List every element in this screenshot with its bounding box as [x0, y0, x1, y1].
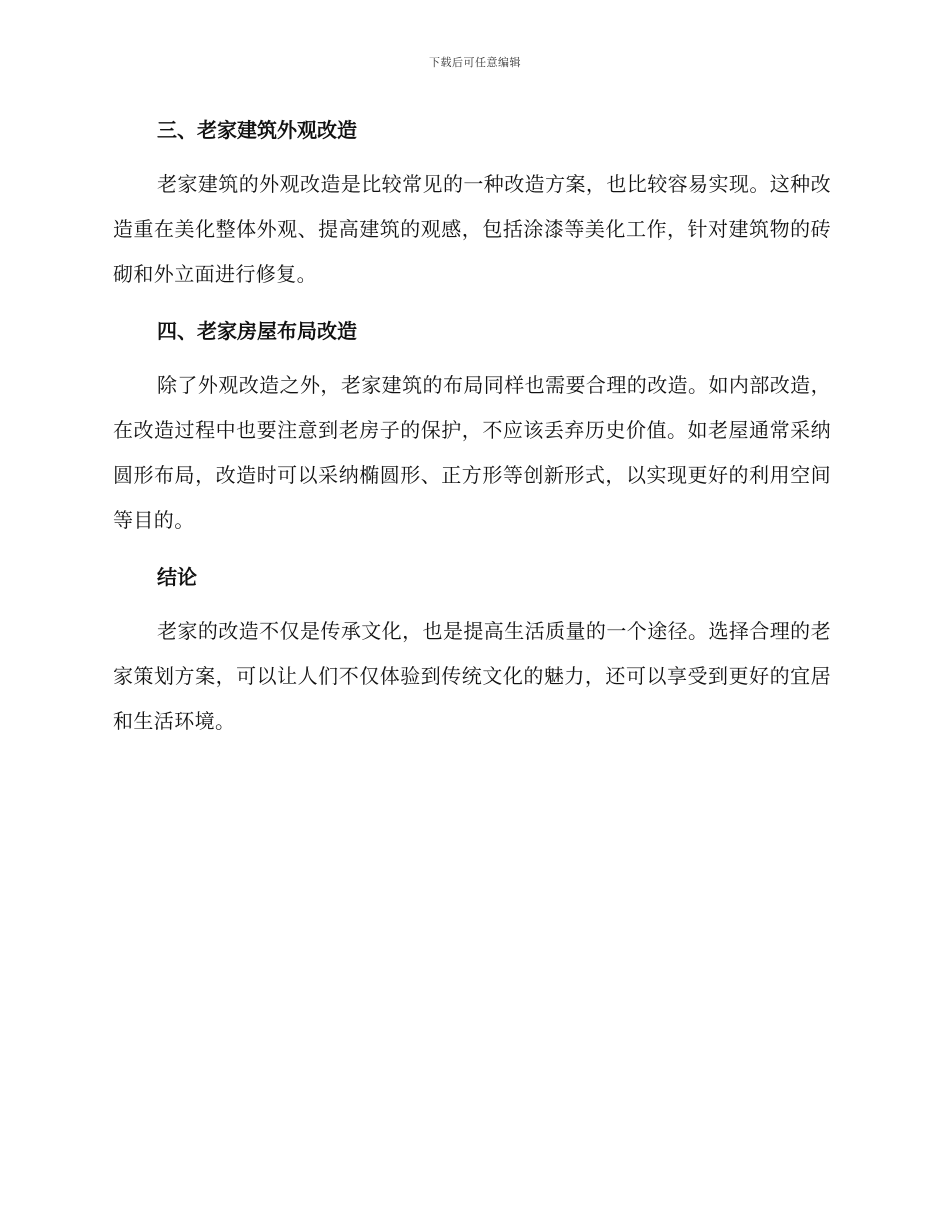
document-body: [113, 108, 831, 744]
header-note: 下载后可任意编辑: [429, 56, 521, 69]
section-paragraph-conclusion: 老家的改造不仅是传承文化，也是提高生活质量的一个途径。选择合理的老家策划方案，可以让人们不仅体验到传统文化的魅力，还可以享受到更好的宜居和生活环境。: [113, 619, 831, 733]
section-paragraph-exterior: 老家建筑的外观改造是比较常见的一种改造方案，也比较容易实现。这种改造重在美化整体外观、提高建筑的观感，包括涂漆等美化工作，针对建筑物的砖砌和外立面进行修复。: [113, 172, 831, 286]
section-paragraph-layout: 除了外观改造之外，老家建筑的布局同样也需要合理的改造。如内部改造，在改造过程中也要注意到老房子的保护，不应该丢弃历史价值。如老屋通常采纳圆形布局，改造时可以采纳椭圆形、正方形等创新形式，以实现更好的利用空间等目的。: [113, 373, 831, 532]
section-heading-conclusion: 结论: [157, 565, 197, 589]
section-heading-exterior: 三、老家建筑外观改造: [157, 118, 357, 142]
section-heading-layout: 四、老家房屋布局改造: [157, 319, 357, 343]
